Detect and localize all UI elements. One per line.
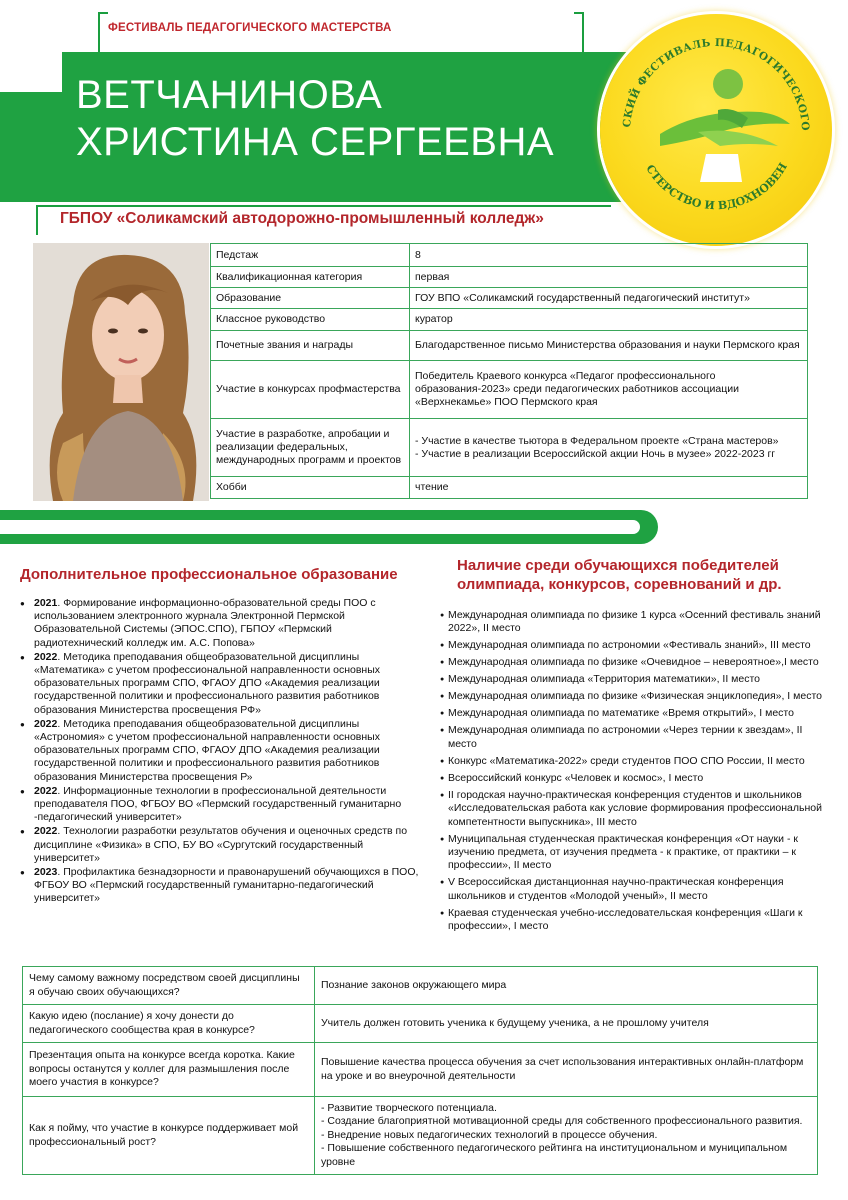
table-row [23,1005,818,1043]
list-item-text: . Технологии разработки результатов обучения и оценочных средств по дисциплине «Физика» в СПО, БУ ВО «Сургутский государственный университет» [34,825,408,864]
festival-logo [600,14,832,246]
qa-table [22,966,818,1175]
name-line-2: ХРИСТИНА СЕРГЕЕВНА [76,120,555,164]
table-row [23,1043,818,1097]
table-row [23,967,818,1005]
banner-notch [0,52,62,92]
table-row [211,267,808,288]
project-item: - Участие в качестве тьютора в Федеральном проекте «Страна мастеров» [415,434,779,447]
olympiad-list [440,609,832,937]
college-name: ГБПОУ «Соликамский автодорожно-промышленный колледж» [60,210,544,227]
list-item: ● Краевая студенческая учебно-исследовательская конференция «Шаги к профессии», I место [440,907,832,934]
list-item: ● Муниципальная студенческая практическая конференция «От науки - к изучению предмета, от изучения предмета - к практике, от практики – к профессии», II место [440,833,832,873]
logo-bottom-text: СТЕРСТВО И ВДОХНОВЕН [643,160,790,213]
info-key: Квалификационная категория [211,267,410,288]
list-item [20,651,420,717]
list-item: - Развитие творческого потенциала. [321,1101,497,1114]
info-value: Благодарственное письмо Министерства образования и науки Пермского края [410,331,808,361]
table-row [211,288,808,309]
list-item-year: 2022 [34,825,58,838]
table-row [211,244,808,267]
list-item: - Внедрение новых педагогических технологий в процессе обучения. [321,1128,658,1141]
table-row [211,419,808,477]
frame-corner [100,12,108,14]
teacher-name [76,72,554,166]
info-key: Участие в конкурсах профмастерства [211,361,410,419]
qa-question: Чему самому важному посредством своей дисциплины я обучаю своих обучающихся? [23,967,315,1005]
qa-answer: Учитель должен готовить ученика к будущему ученика, а не прошлому учителя [315,1005,818,1043]
info-value: 8 [410,244,808,267]
list-item-year: 2021 [34,597,58,609]
svg-text:ОБЩЕРОССИЙСКИЙ ФЕСТИВАЛЬ ПЕДАГ [600,14,811,131]
info-key: Образование [211,288,410,309]
list-item: ● V Всероссийская дистанционная научно-практическая конференция школьников и студентов «Молодой ученый», II место [440,876,832,903]
info-key: Хобби [211,477,410,499]
divider-band [0,510,658,544]
list-item: ● Международная олимпиада по физике «Физическая энциклопедия», I место [440,690,832,703]
list-item-text: . Профилактика безнадзорности и правонарушений обучающихся в ПОО, ФГБОУ ВО «Пермский государственный гуманитарно-педагогический университет» [34,866,419,905]
frame-corner [574,12,582,14]
info-value: первая [410,267,808,288]
info-value: ГОУ ВПО «Соликамский государственный педагогический институт» [410,288,808,309]
table-row [211,361,808,419]
list-item [20,825,420,865]
info-key: Участие в разработке, апробации и реализации федеральных, международных программ и проектов [211,419,410,477]
table-row [211,477,808,499]
festival-title: ФЕСТИВАЛЬ ПЕДАГОГИЧЕСКОГО МАСТЕРСТВА [108,22,392,34]
qa-answer: Познание законов окружающего мира [315,967,818,1005]
list-item [20,718,420,784]
qa-question: Как я пойму, что участие в конкурсе поддерживает мой профессиональный рост? [23,1097,315,1175]
list-item-text: . Формирование информационно-образовательной среды ПОО с использованием электронного журнала Электронной Пермской Образовательной Системы (ЭПОС.СПО), ГБПОУ «Пермский радиотехнический колледж им. А.С. Попова» [34,597,376,649]
list-item: ● Международная олимпиада по астрономии «Через тернии к звездам», II место [440,724,832,751]
list-item [20,597,420,650]
list-item-year: 2023 [34,866,58,879]
list-item-text: . Информационные технологии в профессиональной деятельности преподавателя ПОО, ФГБОУ ВО «Пермский государственный гуманитарно -педагогический университет» [34,784,402,824]
list-item: ● Международная олимпиада по математике «Время открытий», I место [440,707,832,720]
list-item-text: . Методика преподавания общеобразовательной дисциплины «Математика» с учетом профессиональной направленности основных образовательных программ СПО, ФГАОУ ДПО «Академия реализации государственной политики и профессионального развития работников образования Министерства просвещения РФ» [34,650,381,716]
portrait-image [33,243,209,501]
qa-question: Презентация опыта на конкурсе всегда коротка. Какие вопросы останутся у коллег для размышления после моего участия в конкурсе? [23,1043,315,1097]
info-key: Классное руководство [211,309,410,331]
olympiad-heading-line: Наличие среди обучающихся победителей [457,557,779,574]
info-value [410,419,808,477]
dpo-list [20,597,420,907]
name-line-1: ВЕТЧАНИНОВА [76,73,383,117]
olympiad-heading [457,556,782,594]
list-item-year: 2022 [34,717,58,730]
list-item: ● Международная олимпиада по физике 1 курса «Осенний фестиваль знаний 2022», II место [440,609,832,636]
table-row [211,309,808,331]
list-item-year: 2022 [34,784,58,797]
project-item: - Участие в реализации Всероссийской акции Ночь в музее» 2022-2023 гг [415,447,776,460]
dpo-heading: Дополнительное профессиональное образование [20,566,398,583]
table-row [23,1097,818,1175]
info-value: куратор [410,309,808,331]
list-item: ● Всероссийский конкурс «Человек и космос», I место [440,772,832,785]
teacher-photo [33,243,209,501]
qa-answer: Повышение качества процесса обучения за счет использования интерактивных онлайн-платформ на уроке и во внеурочной деятельности [315,1043,818,1097]
list-item: ● Международная олимпиада по физике «Очевидное – невероятное»,I место [440,656,832,669]
list-item: ● Конкурс «Математика-2022» среди студентов ПОО СПО России, II место [440,755,832,768]
logo-emblem-icon [600,14,832,246]
list-item: - Создание благоприятной мотивационной среды для собственного профессионального развития. [321,1115,803,1128]
list-item: ● Международная олимпиада по астрономии «Фестиваль знаний», III место [440,639,832,652]
info-value: Победитель Краевого конкурса «Педагог профессионального образования-2023» среди педагогических работников ассоциации «Верхнекамье» ПОО Пермского края [410,361,808,419]
list-item: ● Международная олимпиада «Территория математики», II место [440,673,832,686]
list-item: ● II городская научно-практическая конференция студентов и школьников «Исследовательская работа как условие формирования профессиональной компетентности выпускника», III место [440,789,832,829]
list-item [20,866,420,906]
logo-top-text: СКИЙ ФЕСТИВАЛЬ ПЕДАГОГИЧЕСКОГО [621,36,812,132]
info-table [210,243,808,499]
info-key: Почетные звания и награды [211,331,410,361]
qa-answer [315,1097,818,1175]
qa-question: Какую идею (послание) я хочу донести до педагогического сообщества края в конкурсе? [23,1005,315,1043]
list-item-year: 2022 [34,650,58,663]
info-value: чтение [410,477,808,499]
info-key: Педстаж [211,244,410,267]
list-item [20,785,420,825]
list-item: - Повышение собственного педагогического рейтинга на институциональном и муниципальном уровне [321,1142,788,1168]
table-row [211,331,808,361]
olympiad-heading-line: олимпиада, конкурсов, соревнований и др. [457,576,782,593]
list-item-text: . Методика преподавания общеобразовательной дисциплины «Астрономия» с учетом профессиональной направленности основных образовательных программ СПО, ФГАОУ ДПО «Академия реализации государственной политики и профессионального развития работников образования Министерства просвещения Р» [34,717,380,783]
